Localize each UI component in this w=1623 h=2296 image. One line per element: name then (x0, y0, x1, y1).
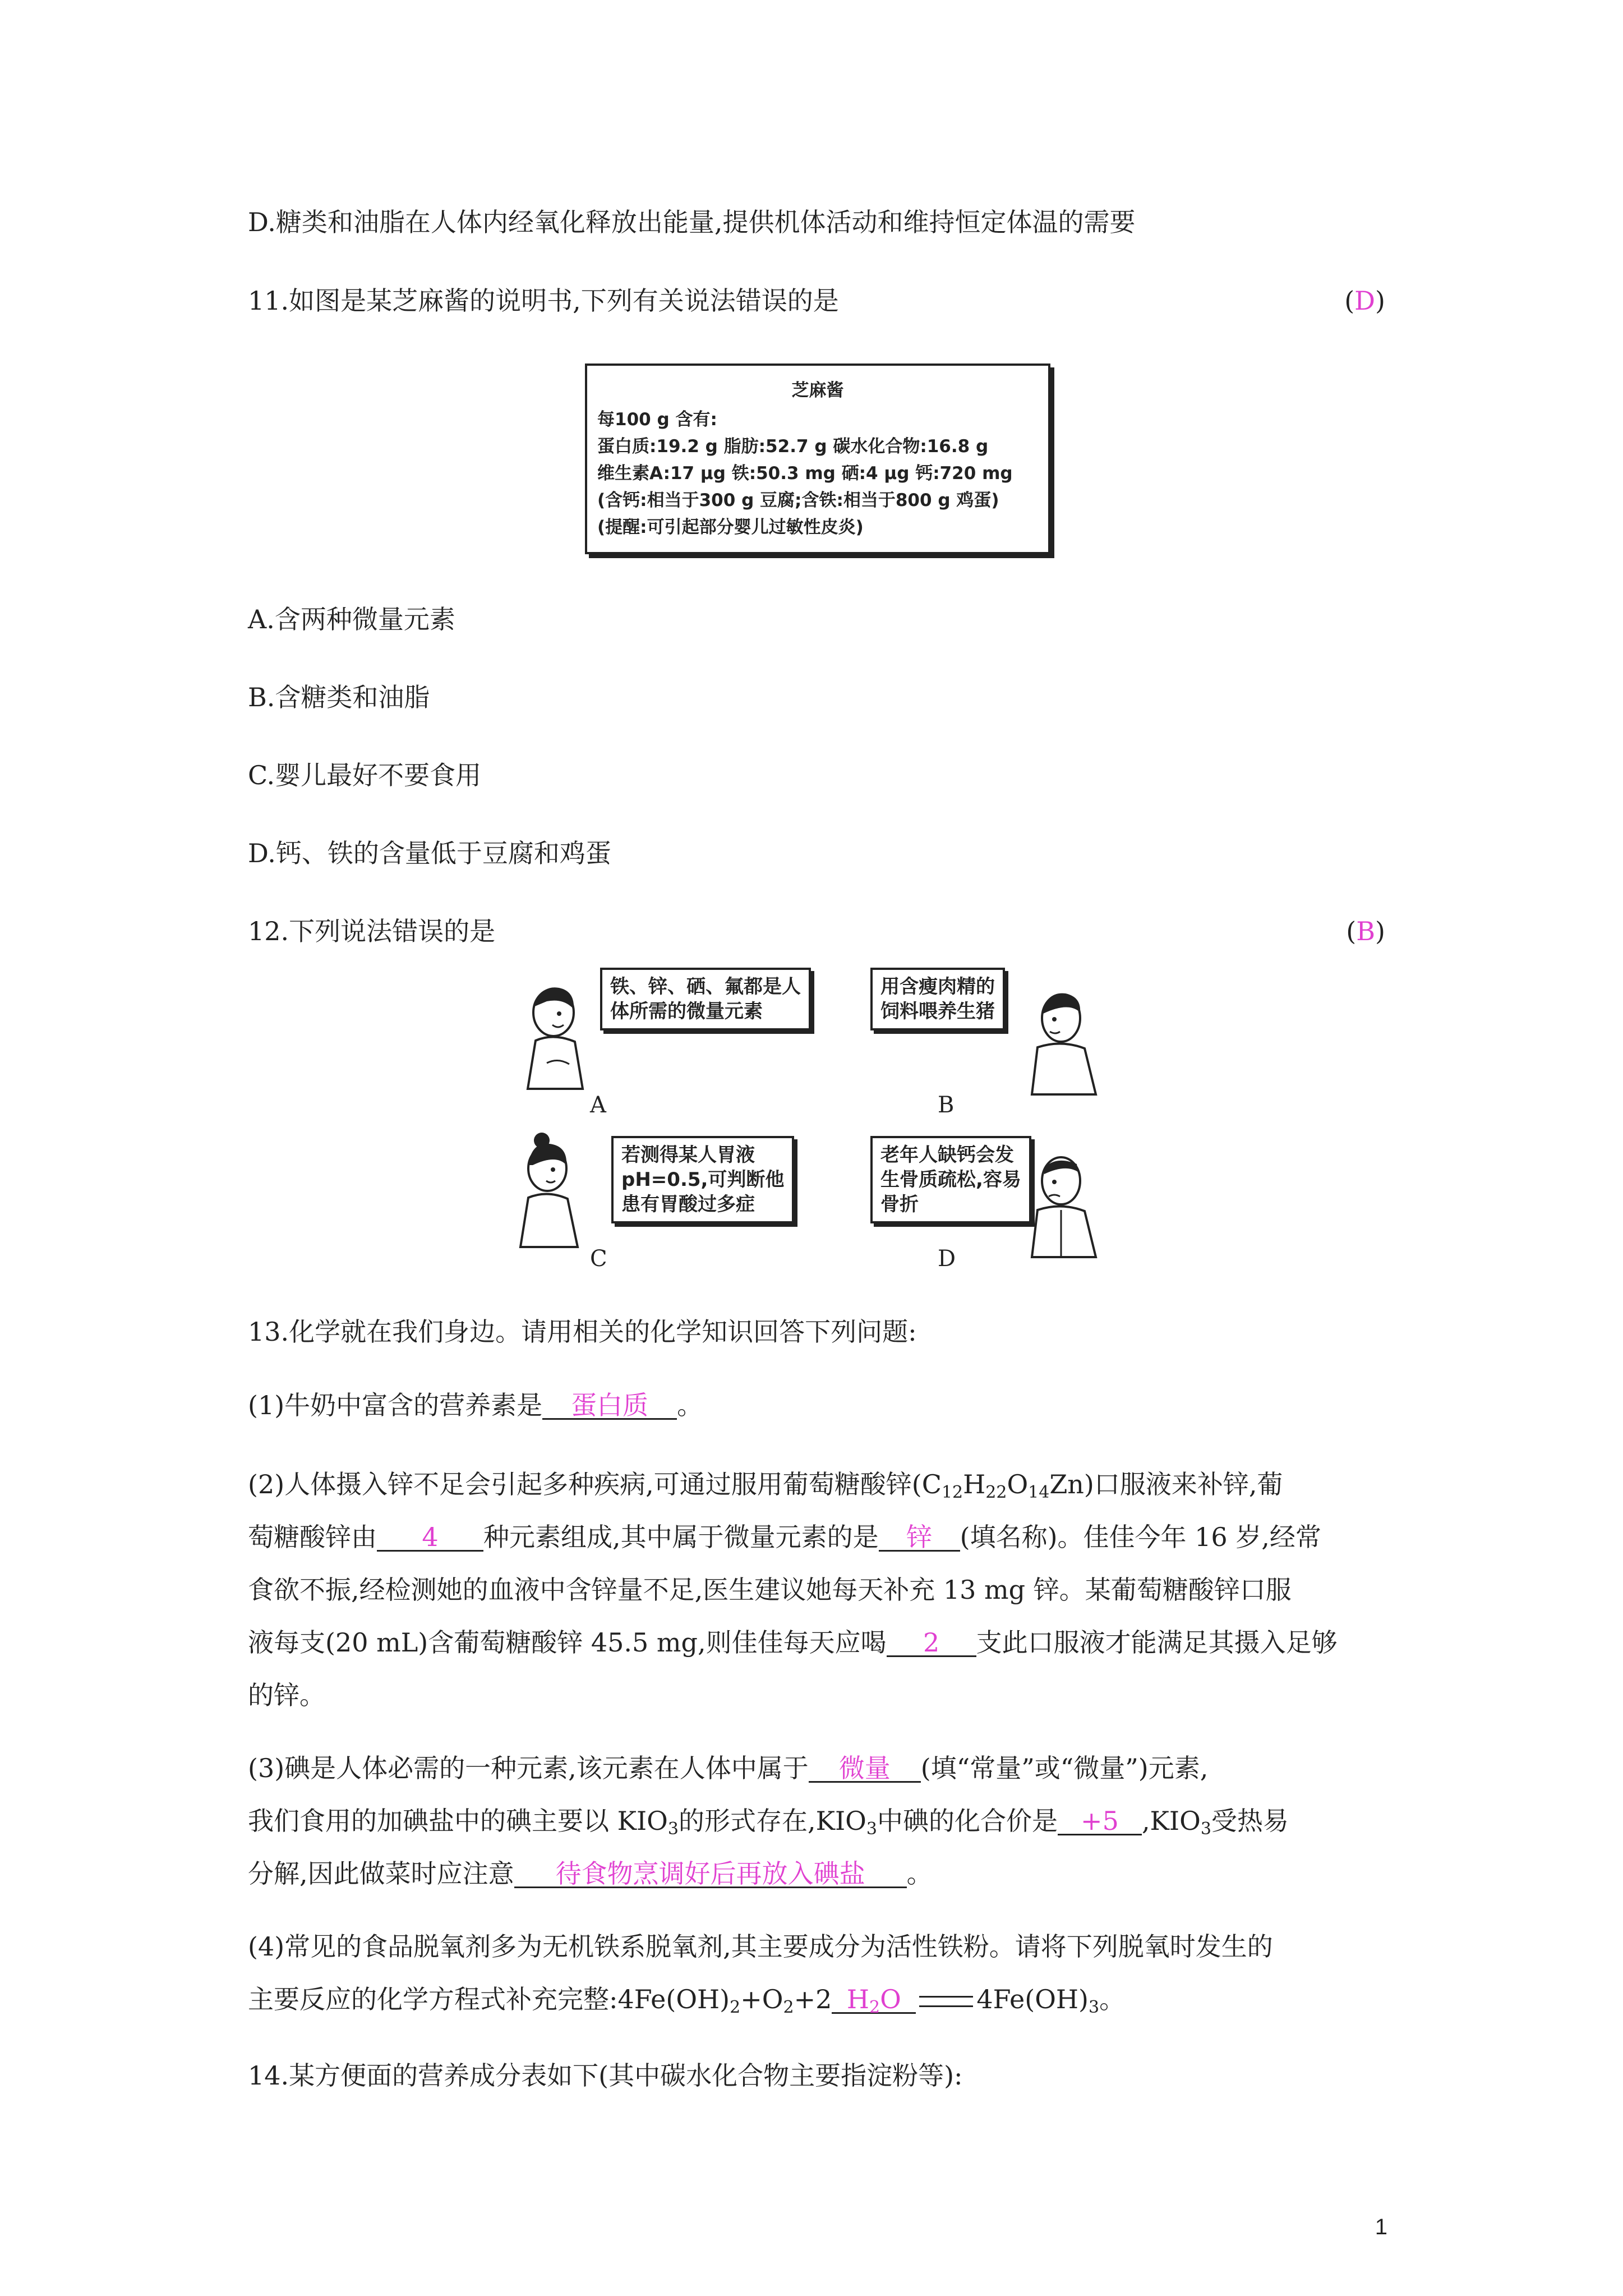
q11-option-c: C.婴儿最好不要食用 (248, 760, 482, 790)
q13-answer-3a: 微量 (838, 1753, 891, 1783)
q12-stem: 12.下列说法错误的是 (248, 916, 496, 946)
label-line: (含钙:相当于300 g 豆腐;含铁:相当于800 g 鸡蛋) (597, 490, 999, 510)
label-line: 蛋白质:19.2 g 脂肪:52.7 g 碳水化合物:16.8 g (597, 436, 989, 457)
figure-label-b: B (938, 1092, 955, 1118)
label-title: 芝麻酱 (791, 380, 844, 401)
q10-option-d: D.糖类和油脂在人体内经氧化释放出能量,提供机体活动和维持恒定体温的需要 (248, 207, 1136, 237)
page-number: 1 (1375, 2215, 1387, 2239)
q13-part3-line1: (3)碘是人体必需的一种元素,该元素在人体中属于 微量 (填“常量”或“微量”)元素, (248, 1753, 1209, 1783)
q13-part2-line2: 萄糖酸锌由 4 种元素组成,其中属于微量元素的是 锌 (填名称)。佳佳今年 16 岁,经常 (248, 1522, 1321, 1552)
q13-part2-line4: 液每支(20 mL)含葡萄糖酸锌 45.5 mg,则佳佳每天应喝 2 支此口服液才能满足其摄入足够 (248, 1627, 1338, 1658)
person-b-illustration (1026, 984, 1099, 1097)
q13-part1: (1)牛奶中富含的营养素是 蛋白质 。 (248, 1390, 703, 1420)
q13-part2-line5: 的锌。 (248, 1680, 325, 1710)
equals-sign-icon (919, 1996, 973, 2007)
bubble-c: 若测得某人胃液 pH=0.5,可判断他 患有胃酸过多症 (611, 1136, 794, 1223)
q12-answer: B (1356, 916, 1376, 946)
q13-stem: 13.化学就在我们身边。请用相关的化学知识回答下列问题: (248, 1317, 917, 1347)
q12-cartoon-figure (516, 968, 1116, 1276)
bubble-b: 用含瘦肉精的 饲料喂养生猪 (870, 968, 1005, 1030)
q13-answer-2b: 锌 (906, 1522, 933, 1552)
q11-answer-mark: (D) (1344, 286, 1385, 316)
q11-option-b: B.含糖类和油脂 (248, 682, 430, 712)
q11-answer: D (1354, 286, 1376, 316)
q13-part2-line3: 食欲不振,经检测她的血液中含锌量不足,医生建议她每天补充 13 mg 锌。某葡萄糖酸锌口服 (248, 1575, 1292, 1605)
q13-answer-2a: 4 (422, 1522, 439, 1552)
label-line: (提醒:可引起部分婴儿过敏性皮炎) (597, 517, 864, 537)
q13-part2-line1: (2)人体摄入锌不足会引起多种疾病,可通过服用葡萄糖酸锌$(C_{12}H_{22}O_{14}Zn)$口服液来补锌,葡 (248, 1469, 1283, 1502)
figure-label-a: A (590, 1092, 606, 1118)
q13-part3-line3: 分解,因此做菜时应注意 待食物烹调好后再放入碘盐 。 (248, 1858, 933, 1889)
q14-stem: 14.某方便面的营养成分表如下(其中碳水化合物主要指淀粉等): (248, 2060, 963, 2091)
q11-option-a: A.含两种微量元素 (248, 604, 455, 634)
q13-answer-3b: +5 (1081, 1806, 1119, 1836)
q13-answer-3c: 待食物烹调好后再放入碘盐 (555, 1858, 865, 1889)
q13-answer-2c: 2 (923, 1627, 940, 1658)
figure-label-c: C (590, 1246, 607, 1272)
q13-answer-1: 蛋白质 (571, 1390, 649, 1420)
q12-answer-mark: (B) (1346, 916, 1385, 946)
q13-answer-4: $H_2O$ (846, 1984, 901, 2017)
person-d-illustration (1026, 1147, 1099, 1259)
person-c-illustration (516, 1131, 583, 1249)
label-line: 每100 g 含有: (597, 409, 717, 430)
q13-part3-line2: 我们食用的加碘盐中的碘主要以 $KIO_3$的形式存在$,KIO_3$中碘的化合价是 +5 $,KIO_3$受热易 (248, 1806, 1289, 1839)
q13-part4-line1: (4)常见的食品脱氧剂多为无机铁系脱氧剂,其主要成分为活性铁粉。请将下列脱氧时发生的 (248, 1931, 1273, 1962)
person-a-illustration (524, 979, 586, 1091)
sesame-paste-label (585, 364, 1050, 554)
q13-part4-line2: 主要反应的化学方程式补充完整$:4Fe(OH)_2+O_2+2$ $H_2O$ $4Fe(OH)_3$。 (248, 1984, 1126, 2017)
bubble-a: 铁、锌、硒、氟都是人 体所需的微量元素 (600, 968, 811, 1030)
figure-label-d: D (938, 1246, 956, 1272)
q11-option-d: D.钙、铁的含量低于豆腐和鸡蛋 (248, 838, 611, 868)
label-line: 维生素A:17 μg 铁:50.3 mg 硒:4 μg 钙:720 mg (597, 463, 1013, 484)
bubble-d: 老年人缺钙会发 生骨质疏松,容易 骨折 (870, 1136, 1031, 1223)
q11-stem: 11.如图是某芝麻酱的说明书,下列有关说法错误的是 (248, 286, 839, 316)
